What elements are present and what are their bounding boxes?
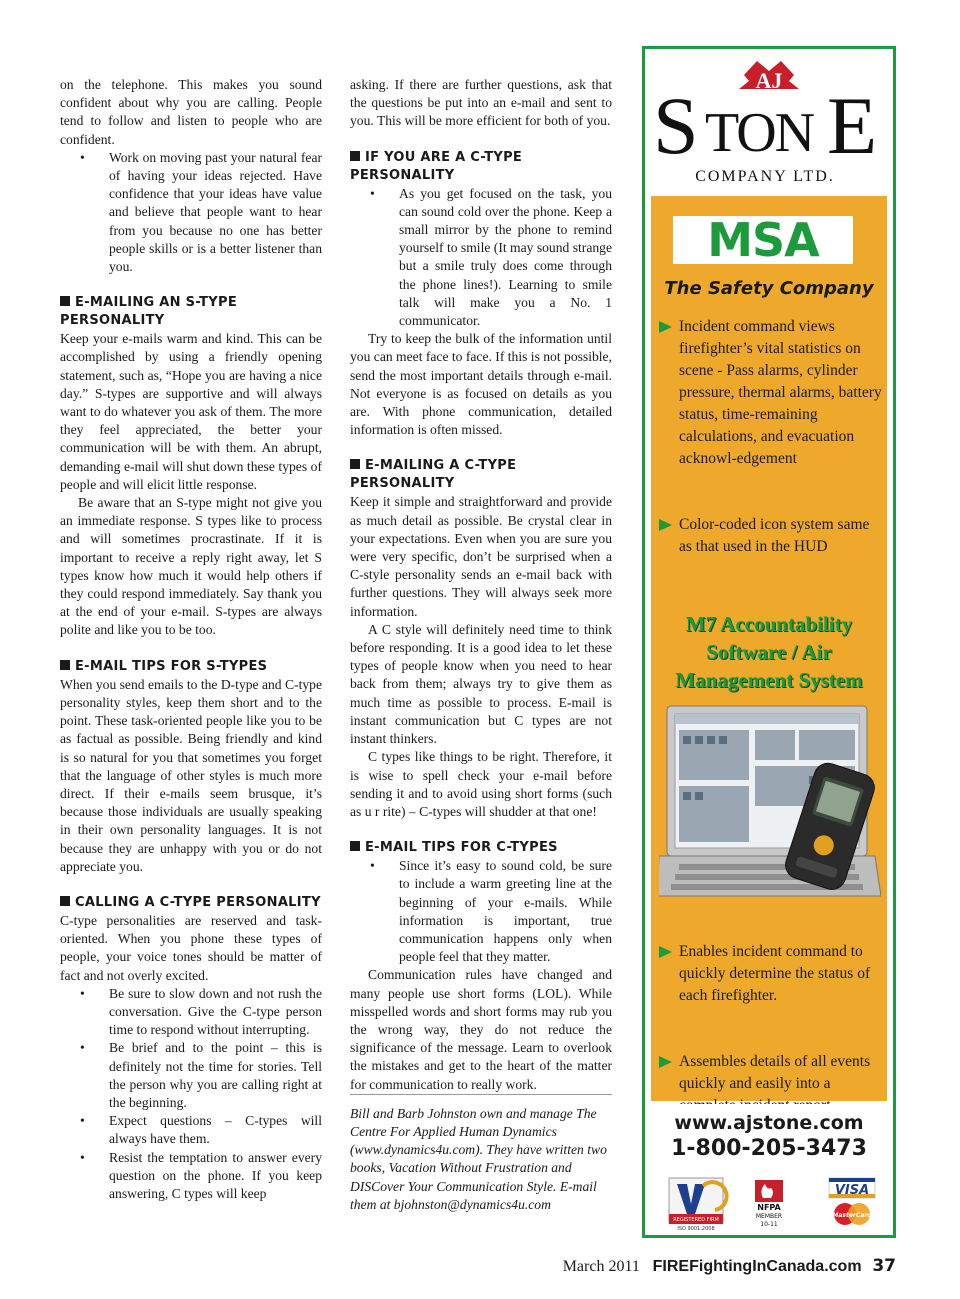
- list-item: • Be sure to slow down and not rush the conversation. Give the C-type person time to respond without interrupting.: [80, 985, 322, 1038]
- svg-text:10-11: 10-11: [760, 1221, 778, 1228]
- square-bullet-icon: [350, 459, 360, 469]
- bullet-icon: •: [80, 985, 85, 1001]
- m7-heading: M7 Accountability Software / Air Management System: [675, 612, 863, 692]
- svg-text:COMPANY LTD.: COMPANY LTD.: [695, 168, 835, 185]
- page-footer: [563, 1256, 896, 1276]
- arrow-icon: [659, 321, 672, 333]
- list-item: • Resist the temptation to answer every question on the phone. If you keep answering, C types will keep: [80, 1149, 322, 1201]
- bullet-icon: •: [80, 149, 85, 165]
- article-column-1: [60, 76, 322, 1203]
- website-link[interactable]: www.ajstone.com: [674, 1112, 864, 1134]
- svg-text:E: E: [827, 80, 878, 171]
- paragraph: Keep your e-mails warm and kind. This can be accomplished by using a friendly opening statement, such as, “Hope you are having a nice day.” S-types are supportive and will always want to do whatever you ask of them. The more they feel appreciated, the better your communication will be with them. An abrupt, demanding e-mail will shut down these types of people and will elicit little response.: [60, 331, 322, 492]
- ad-contact: [651, 1104, 887, 1234]
- mastercard-logo-icon: [832, 1203, 872, 1225]
- svg-text:MEMBER: MEMBER: [755, 1213, 783, 1220]
- square-bullet-icon: [60, 660, 70, 670]
- section-heading: E-MAILING AN S-TYPE PERSONALITY: [60, 295, 238, 329]
- paragraph: Keep it simple and straightforward and provide as much detail as possible. Be crystal clear in your expectations. Even when you are sure you were very specific, don’t be surprised when a C-style personality sends an e-mail back with further questions. They will always seek more information.: [350, 494, 612, 619]
- section-heading: CALLING A C-TYPE PERSONALITY: [60, 894, 322, 912]
- list-item: • Since it’s easy to sound cold, be sure to include a warm greeting line at the beginning of your e-mails. While information is important, true communication happens only when people feel that they matter.: [370, 858, 612, 965]
- bullet-list: [60, 149, 322, 276]
- svg-text:NFPA: NFPA: [757, 1203, 781, 1212]
- laptop-device-image: [659, 696, 881, 921]
- certification-logos: [651, 1174, 887, 1232]
- advertisement[interactable]: [642, 46, 896, 1238]
- feature-item: Assembles details of all events quickly and easily into a: [661, 1051, 883, 1117]
- feature-item: Enables incident command to quickly determine the status of each firefighter.: [661, 941, 883, 1007]
- nfpa-logo-icon: [755, 1180, 783, 1228]
- svg-text:ISO 9001:2008: ISO 9001:2008: [677, 1226, 715, 1232]
- paragraph: C-type personalities are reserved and task-oriented. When you phone these types of people, your voice tones should be matter of fact and not overly excited.: [60, 912, 322, 983]
- svg-text:S: S: [653, 80, 699, 171]
- section-heading: E-MAIL TIPS FOR S-TYPES: [60, 658, 322, 676]
- arrow-icon: [659, 1056, 672, 1068]
- svg-text:REGISTERED FIRM: REGISTERED FIRM: [673, 1217, 719, 1223]
- square-bullet-icon: [60, 896, 70, 906]
- bullet-icon: •: [80, 1040, 85, 1056]
- section-heading: E-MAILING A C-TYPE PERSONALITY: [350, 458, 517, 492]
- aj-stone-logo: [645, 49, 893, 194]
- paragraph: When you send emails to the D-type and C-type personality styles, keep them short and to the point. These task-oriented people like you to be as factual as possible. Being friendly and kind is so natural for you that sometimes you forget that the language of other styles is much more direct. If their e-mails seem brusque, it’s because those individuals are usually speaking in their own personality languages. It is not because they are unhappy with you or do not appreciate you.: [60, 676, 322, 874]
- tagline: The Safety Company: [664, 278, 874, 299]
- list-item: • As you get focused on the task, you can sound cold over the phone. Keep a small mirror by the phone to remind yourself to smile (It may sound strange but a smile truly does come through the phone lines!). Learning to smile talk will make you a No. 1 communicator.: [370, 185, 612, 329]
- bullet-icon: •: [370, 185, 375, 201]
- list-item: • Expect questions – C-types will always have them.: [80, 1113, 322, 1147]
- list-item: • Be brief and to the point – this is definitely not the time for stories. Tell the person why you are calling right at the beginning.: [80, 1040, 322, 1110]
- section-heading: IF YOU ARE A C-TYPE PERSONALITY: [350, 149, 523, 183]
- paragraph: on the telephone. This makes you sound confident about why you are calling. People tend to follow and listen to people who are confident.: [60, 77, 322, 147]
- paragraph: Communication rules have changed and many people use short forms (LOL). While misspelled words and short forms may rub you the wrong way, they do not reduce the significance of the message. Learn to overlook the mistakes and get to the heart of the matter for communication to really work.: [350, 967, 612, 1092]
- section-heading: E-MAIL TIPS FOR C-TYPES: [350, 839, 612, 857]
- msa-logo: MSA: [673, 216, 853, 264]
- bullet-icon: •: [370, 858, 375, 874]
- paragraph: Be aware that an S-type might not give you an immediate response. S types like to process and will sometimes procrastinate. If it is important to receive a reply right away, let S types know how much it would help others if they could respond immediately. Say thank you at the end of your e-mail. S-types are always polite and like you to be too.: [60, 495, 322, 638]
- svg-text:VISA: VISA: [834, 1183, 870, 1198]
- feature-item: Incident command views firefighter’s vital statistics on scene - Pass alarms, cylinder pressure, thermal alarms, battery status, time-remaining calculations, and evacuation acknowl-edgement: [661, 316, 883, 470]
- visa-logo-icon: [829, 1178, 875, 1198]
- msa-panel: [651, 196, 887, 1101]
- phone-number: 1-800-205-3473: [671, 1136, 867, 1161]
- svg-text:AJ: AJ: [755, 68, 783, 93]
- square-bullet-icon: [350, 841, 360, 851]
- issue-date: March 2011: [562, 1258, 640, 1275]
- bullet-list: [350, 857, 612, 966]
- svg-text:MasterCard: MasterCard: [832, 1212, 872, 1219]
- author-bio: Bill and Barb Johnston own and manage The Centre For Applied Human Dynamics (www.dynamics4u.com). They have written two books, Vacation Without Frustration and DISCover Your Communication Style. E-mail them at bjohnston@dynamics4u.com: [350, 1094, 612, 1214]
- paragraph: C types like things to be right. Therefore, it is wise to spell check your e-mail before sending it and to avoid using short forms (such as u r rite) – C-types will shudder at that one!: [350, 749, 612, 819]
- arrow-icon: [659, 519, 672, 531]
- svg-text:TON: TON: [705, 102, 814, 164]
- list-item: • Work on moving past your natural fear of having your ideas rejected. Have confidence that your ideas have value and believe that people want to hear from you because no one has better people skills or is a better listener than you.: [80, 149, 322, 275]
- site-name: FIREFightingInCanada.com: [652, 1258, 862, 1275]
- bullet-icon: •: [80, 1113, 85, 1129]
- bullet-list: [60, 985, 322, 1203]
- bullet-icon: •: [80, 1149, 85, 1165]
- arrow-icon: [659, 946, 672, 958]
- paragraph: A C style will definitely need time to think before responding. It is a good idea to let these types of people know when you need to hear back from them; always try to give them as much time as possible to process. E-mail is instant communication but C types are not instant thinkers.: [350, 621, 612, 747]
- article-column-2: [350, 76, 612, 1214]
- paragraph: Try to keep the bulk of the information until you can meet face to face. If this is not possible, send the most important details through e-mail. Not everyone is as focused on details as you are. With phone communication, detailed information is often missed.: [350, 331, 612, 438]
- feature-item: Color-coded icon system same as that used in the HUD: [661, 514, 883, 558]
- square-bullet-icon: [350, 151, 360, 161]
- bullet-list: [350, 185, 612, 331]
- square-bullet-icon: [60, 296, 70, 306]
- page-number: 37: [872, 1256, 896, 1276]
- paragraph: asking. If there are further questions, ask that the questions be put into an e-mail and sent to you. This will be more efficient for both of you.: [350, 77, 612, 129]
- iso-badge-icon: [669, 1178, 727, 1232]
